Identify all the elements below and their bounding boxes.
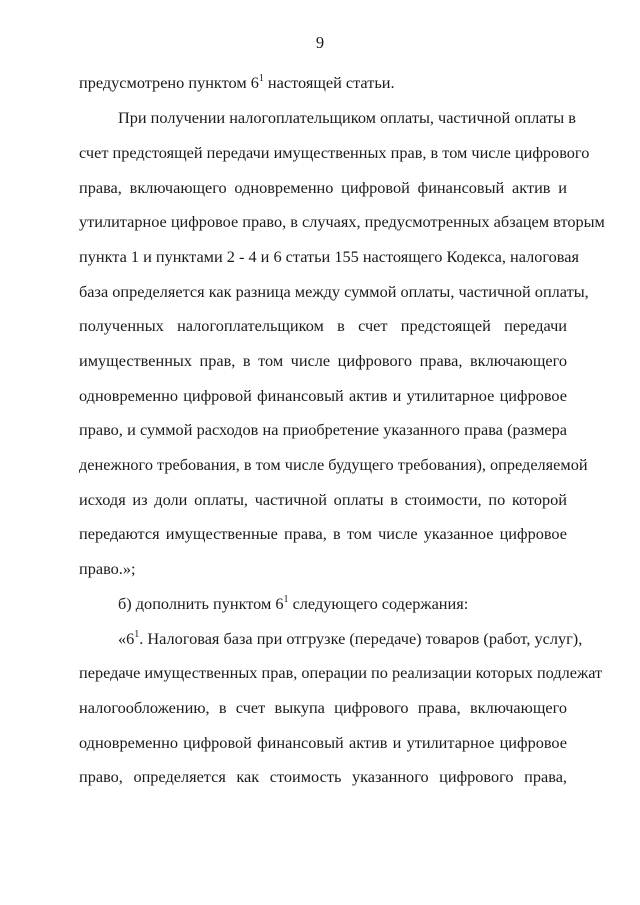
text-line: предусмотрено пунктом $6^1$ настоящей статьи. — [79, 72, 395, 92]
text-line: права, включающего одновременно цифровой финансовый актив и — [79, 178, 567, 197]
text-line: утилитарное цифровое право, в случаях, предусмотренных абзацем вторым — [79, 212, 605, 231]
page-number: 9 — [315, 33, 325, 52]
text-line: база определяется как разница между суммой оплаты, частичной оплаты, — [79, 282, 589, 301]
text-line: передаче имущественных прав, операции по реализации которых подлежат — [79, 663, 603, 682]
text-line: право, определяется как стоимость указанного цифрового права, — [79, 767, 567, 786]
superscript: 1 — [283, 593, 289, 605]
text-line: «$6^1$. Налоговая база при отгрузке (передаче) товаров (работ, услуг), — [118, 628, 583, 648]
text-line: одновременно цифровой финансовый актив и утилитарное цифровое — [79, 386, 567, 405]
text-line: исходя из доли оплаты, частичной оплаты в стоимости, по которой — [79, 490, 567, 509]
superscript: 1 — [258, 72, 264, 84]
text-line: одновременно цифровой финансовый актив и утилитарное цифровое — [79, 733, 567, 752]
text-line: При получении налогоплательщиком оплаты, частичной оплаты в — [118, 108, 576, 127]
text-line: право.»; — [79, 559, 136, 578]
text-line: счет предстоящей передачи имущественных прав, в том числе цифрового — [79, 143, 590, 162]
text-line: пункта 1 и пунктами 2 - 4 и 6 статьи 155 настоящего Кодекса, налоговая — [79, 247, 579, 266]
text-line: передаются имущественные права, в том числе указанное цифровое — [79, 524, 567, 543]
text-line: полученных налогоплательщиком в счет предстоящей передачи — [79, 316, 567, 335]
text-line: б) дополнить пунктом $6^1$ следующего содержания: — [118, 593, 469, 613]
text-line: имущественных прав, в том числе цифрового права, включающего — [79, 351, 567, 370]
superscript: 1 — [134, 628, 140, 640]
text-line: денежного требования, в том числе будущего требования), определяемой — [79, 455, 588, 474]
text-line: право, и суммой расходов на приобретение указанного права (размера — [79, 420, 567, 439]
text-line: налогообложению, в счет выкупа цифрового права, включающего — [79, 698, 567, 717]
